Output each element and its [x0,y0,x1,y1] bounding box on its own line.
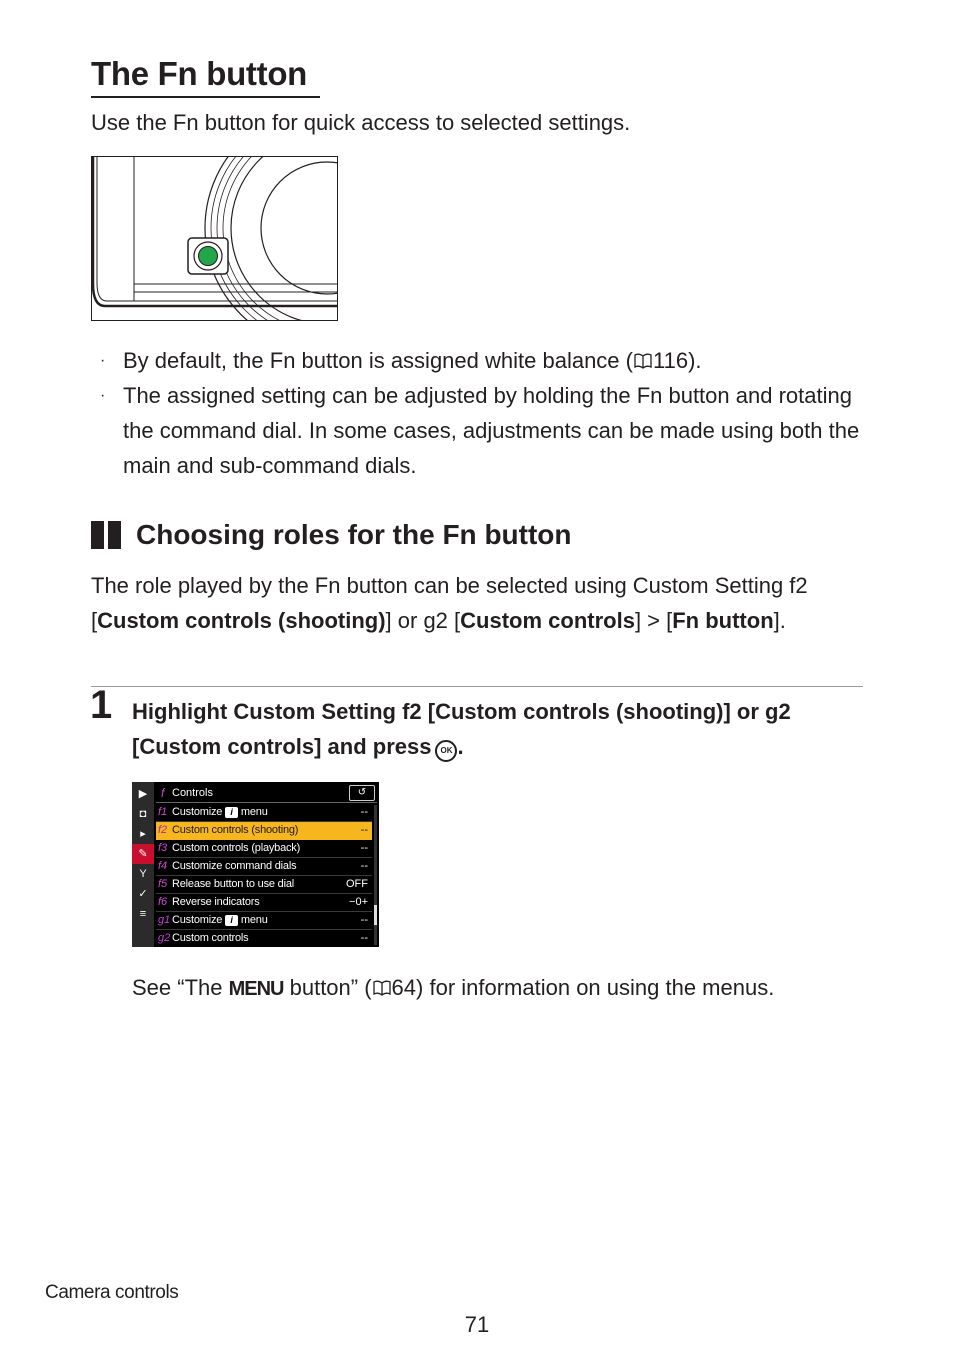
setting-value: -- [360,824,368,836]
setting-code: f5 [158,878,168,890]
menu-row-g2[interactable] [156,930,372,947]
ok-button-icon: OK [435,740,457,762]
menu-row-f1[interactable] [156,804,372,822]
camera-fn-button-illustration [91,156,338,321]
section-heading: Choosing roles for the Fn button [136,519,572,550]
movie-tab-icon[interactable]: ▸ [140,828,146,840]
i-menu-icon: i [225,807,238,818]
setting-value: OFF [346,878,368,890]
setting-label: Customize i menu [172,914,268,926]
menu-row-g1[interactable] [156,912,372,930]
menu-header [156,784,377,803]
menu-tabs [132,782,154,947]
back-icon[interactable]: ↺ [349,785,375,801]
setting-code: f3 [158,842,168,854]
i-menu-icon: i [225,915,238,926]
setting-code: f6 [158,896,168,908]
menu-reference-text: See “The MENU button” ( 64) for information on using the menus. [132,975,775,1000]
menu-row-f4[interactable] [156,858,372,876]
page-reference[interactable]: 64 [391,975,417,1000]
setup-tab-icon[interactable]: Y [139,868,147,880]
menu-row-f3[interactable] [156,840,372,858]
menu-row-f5[interactable] [156,876,372,894]
custom-settings-tab-icon[interactable]: ✎ [132,844,154,864]
divider [91,686,863,687]
section-marker-icon [91,521,121,549]
bullet-text-end: ). [688,348,702,373]
menu-scrollbar[interactable] [374,805,377,945]
menu-row-f2[interactable] [156,822,372,840]
setting-value: -- [360,914,368,926]
menu-title: Controls [172,787,213,799]
book-icon [372,979,392,997]
setting-code: f2 [158,824,168,836]
menu-item-name: Fn button [672,608,774,633]
section-paragraph: The role played by the Fn button can be selected using Custom Setting f2 [Custom controls (shooting)] or g2 [Custom controls] > [Fn button]. [91,573,808,633]
retouch-tab-icon[interactable]: ✓ [138,888,148,900]
setting-label: Release button to use dial [172,878,294,890]
my-menu-tab-icon[interactable]: ≡ [139,908,147,920]
photo-shooting-tab-icon[interactable]: ◘ [139,808,147,820]
scroll-thumb[interactable] [374,905,377,925]
setting-value: -- [360,806,368,818]
setting-label: Custom controls (playback) [172,842,301,854]
page-reference[interactable]: 116 [652,348,689,373]
list-item [100,343,860,378]
setting-code: g2 [158,932,171,944]
setting-label: Customize i menu [172,806,268,818]
page-title: The Fn button [91,55,308,92]
bullet-text: The assigned setting can be adjusted by holding the Fn button and rotating the command dial. In some cases, adjustments can be made using both the main and sub-command dials. [123,383,860,478]
step-instruction: Highlight Custom Setting f2 [Custom controls (shooting)] or g2 [Custom controls] and press OK . [132,694,862,764]
setting-code: f1 [158,806,168,818]
setting-code: g1 [158,914,171,926]
page-number: 71 [464,1312,490,1337]
list-item [100,378,860,483]
bullet-list [100,343,860,483]
footer-section-label: Camera controls [45,1282,179,1303]
menu-button-label: MENU [228,978,284,1000]
setting-code: f4 [158,860,168,872]
setting-value: -- [360,860,368,872]
setting-value: -- [360,842,368,854]
camera-menu-screenshot [132,782,379,947]
bullet-dot: · [100,387,106,404]
setting-label: Reverse indicators [172,896,260,908]
playback-tab-icon[interactable]: ▶ [138,788,148,800]
setting-label: Custom controls [172,932,249,944]
menu-item-name: Custom controls (shooting) [97,608,386,633]
setting-label: Custom controls (shooting) [172,824,299,836]
menu-row-f6[interactable] [156,894,372,912]
book-icon [633,352,653,370]
bullet-dot: · [100,352,106,369]
intro-text: Use the Fn button for quick access to selected settings. [91,110,631,135]
title-underline [91,96,320,98]
step-number: 1 [90,683,113,727]
setting-label: Customize command dials [172,860,297,872]
setting-value: -- [360,932,368,944]
setting-value: −0+ [349,896,368,908]
menu-item-name: Custom controls [460,608,635,633]
controls-icon: f [161,786,165,800]
bullet-text: By default, the Fn button is assigned white balance ( [123,348,633,373]
